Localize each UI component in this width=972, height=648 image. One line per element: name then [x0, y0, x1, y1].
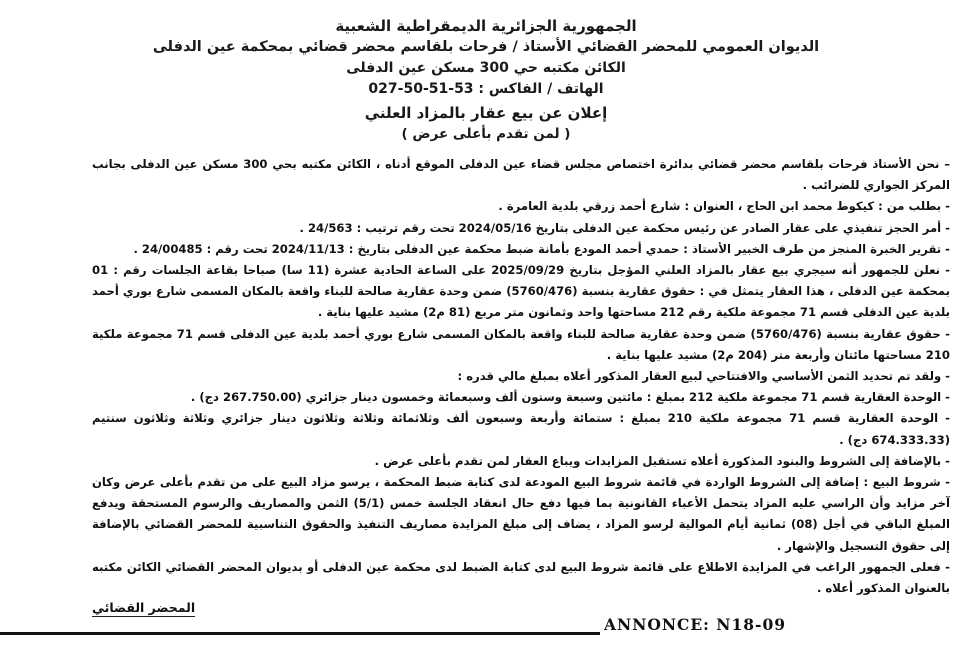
paragraph-bailiff: – نحن الأستاذ فرحات بلقاسم محضر قضائي بدائرة اختصاص مجلس قضاء عين الدفلى الموقع أدناه ، الكائن مكتبه بحي 300 مسكن عين الدفلى بجانب المركز الجواري للضرائب .	[92, 157, 950, 193]
notice-title: إعلان عن بيع عقار بالمزاد العلني	[364, 104, 608, 122]
paragraph-sale-conditions: - شروط البيع : إضافة إلى الشروط الواردة في قائمة شروط البيع المودعة لدى كتابة ضبط المحكمة ، يرسو مزاد البيع على من تقدم بأعلى عرض وكان آخر مزايد وأن الراسي عليه المزاد يتحمل الأعباء القانونية بما فيها دفع حال انعقاد الجلسة خمس (5/1) الثمن والمصاريف والرسوم المستحقة ويدفع المبلغ الباقي في أجل (08) ثمانية أيام الموالية لرسو المزاد ، يضاف إلى مبلغ المزايدة مصاريف التنفيذ والحقوق التناسبية للمحضر القضائي بالإضافة إلى حقوق التسجيل والإشهار .	[92, 475, 950, 553]
republic-heading: الجمهورية الجزائرية الديمقراطية الشعبية	[335, 17, 637, 35]
annonce-number: ANNONCE: N18-09	[604, 615, 787, 634]
notice-subtitle: ( لمن تقدم بأعلى عرض )	[401, 126, 571, 142]
paragraph-requester: - بطلب من : كيكوط محمد ابن الحاج ، العنوان : شارع أحمد زرقي بلدية العامرة .	[498, 199, 950, 214]
notice-body	[92, 154, 950, 599]
office-phone: الهاتف / الفاكس : 53-51-50-027	[368, 81, 604, 97]
paragraph-price-unit-212: - الوحدة العقارية قسم 71 مجموعة ملكية 212 بمبلغ : مائتين وسبعة وستون ألف وسبعمائة وخمسون دينار جزائري (267.750.00 دج) .	[190, 390, 950, 405]
office-address: الكائن مكتبه حي 300 مسكن عين الدفلى	[346, 60, 626, 76]
paragraph-seizure-order: - أمر الحجز تنفيذي على عقار الصادر عن رئيس محكمة عين الدفلى بتاريخ 2024/05/16 تحت رقم ترتيب : 24/563 .	[299, 220, 950, 235]
paragraph-second-property: - حقوق عقارية بنسبة (5760/476) ضمن وحدة عقارية صالحة للبناء واقعة بالمكان المسمى شارع بوري أحمد بلدية عين الدفلى قسم 71 مجموعة ملكية 210 مساحتها مائتان وأربعة متر (204 م2) مشيد عليها بناية .	[92, 326, 950, 362]
paragraph-public-consultation: - فعلى الجمهور الراغب في المزايدة الاطلاع على قائمة شروط البيع لدى كتابة الضبط لدى محكمة عين الدفلى أو بديوان المحضر القضائي الكائن مكتبه بالعنوان المذكور أعلاه .	[92, 559, 950, 596]
paragraph-price-unit-210: - الوحدة العقارية قسم 71 مجموعة ملكية 210 بمبلغ : ستمائة وأربعة وسبعون ألف وثلاثمائة وثلاثة وثلاثون دينار جزائري وثلاثة وثلاثون سنتيم (674.333.33 دج) .	[92, 411, 950, 447]
paragraph-base-price-intro: - ولقد تم تحديد الثمن الأساسي والافتتاحي لبيع العقار المذكور أعلاه بمبلغ مالي قدره :	[457, 369, 950, 384]
paragraph-bids: - بالإضافة إلى الشروط والبنود المذكورة أعلاه تستقبل المزايدات ويباع العقار لمن تقدم بأعلى عرض .	[374, 453, 950, 468]
signature-label: المحضر القضائي	[92, 600, 196, 615]
paragraph-sale-announcement: - نعلن للجمهور أنه سيجري بيع عقار بالمزاد العلني المؤجل بتاريخ 2025/09/29 على الساعة الحادية عشرة (11 سا) صباحا بقاعة الجلسات رقم : 01 بمحكمة عين الدفلى ، هذا العقار يتمثل في : حقوق عقارية بنسبة (5760/476) ضمن وحدة عقارية صالحة للبناء واقعة بالمكان المسمى شارع بوري أحمد بلدية عين الدفلى قسم 71 مجموعة ملكية رقم 212 مساحتها واحد وثمانون متر مربع (81 م2) مشيد عليها بناية .	[92, 263, 950, 320]
office-heading: الديوان العمومي للمحضر القضائي الأستاذ / فرحات بلقاسم محضر قضائي بمحكمة عين الدفلى	[152, 39, 820, 55]
paragraph-expert-report: - تقرير الخبرة المنجز من طرف الخبير الأستاذ : حمدي أحمد المودع بأمانة ضبط محكمة عين الدفلى بتاريخ : 2024/11/13 تحت رقم : 24/00485 .	[133, 241, 950, 256]
bottom-rule	[0, 632, 600, 635]
